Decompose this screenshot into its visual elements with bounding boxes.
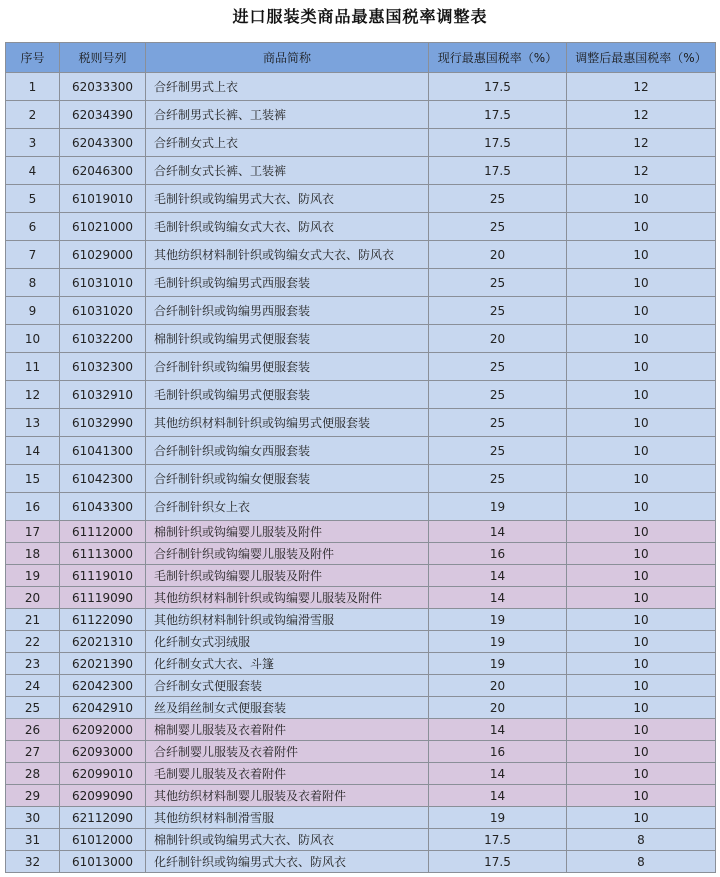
cell-name: 棉制婴儿服装及衣着附件 <box>146 719 429 741</box>
cell-code: 61032300 <box>60 353 146 381</box>
cell-name: 合纤制婴儿服装及衣着附件 <box>146 741 429 763</box>
cell-current-rate: 14 <box>429 785 567 807</box>
cell-name: 其他纺织材料制滑雪服 <box>146 807 429 829</box>
cell-no: 12 <box>6 381 60 409</box>
table-row <box>6 157 716 185</box>
cell-code: 61032910 <box>60 381 146 409</box>
cell-name: 合纤制女式便服套装 <box>146 675 429 697</box>
tariff-table <box>5 42 716 873</box>
cell-code: 61031020 <box>60 297 146 325</box>
cell-adjusted-rate: 12 <box>567 101 716 129</box>
cell-adjusted-rate: 10 <box>567 741 716 763</box>
cell-name: 合纤制女式长裤、工装裤 <box>146 157 429 185</box>
cell-adjusted-rate: 10 <box>567 675 716 697</box>
cell-no: 10 <box>6 325 60 353</box>
table-row <box>6 807 716 829</box>
cell-no: 22 <box>6 631 60 653</box>
cell-code: 62046300 <box>60 157 146 185</box>
cell-adjusted-rate: 10 <box>567 653 716 675</box>
table-row <box>6 675 716 697</box>
table-row <box>6 409 716 437</box>
cell-code: 61042300 <box>60 465 146 493</box>
cell-adjusted-rate: 10 <box>567 269 716 297</box>
cell-no: 27 <box>6 741 60 763</box>
cell-no: 29 <box>6 785 60 807</box>
cell-no: 24 <box>6 675 60 697</box>
cell-code: 62021310 <box>60 631 146 653</box>
table-row <box>6 493 716 521</box>
cell-adjusted-rate: 10 <box>567 297 716 325</box>
cell-current-rate: 25 <box>429 465 567 493</box>
cell-code: 62093000 <box>60 741 146 763</box>
cell-code: 61119010 <box>60 565 146 587</box>
cell-adjusted-rate: 10 <box>567 325 716 353</box>
cell-name: 棉制针织或钩编男式便服套装 <box>146 325 429 353</box>
cell-current-rate: 19 <box>429 807 567 829</box>
header-code: 税则号列 <box>60 43 146 73</box>
cell-no: 26 <box>6 719 60 741</box>
cell-code: 61019010 <box>60 185 146 213</box>
cell-name: 合纤制针织或钩编女便服套装 <box>146 465 429 493</box>
cell-name: 其他纺织材料制针织或钩编婴儿服装及附件 <box>146 587 429 609</box>
cell-no: 16 <box>6 493 60 521</box>
cell-no: 32 <box>6 851 60 873</box>
cell-name: 其他纺织材料制针织或钩编滑雪服 <box>146 609 429 631</box>
cell-current-rate: 14 <box>429 521 567 543</box>
cell-adjusted-rate: 10 <box>567 631 716 653</box>
cell-name: 合纤制针织女上衣 <box>146 493 429 521</box>
table-row <box>6 465 716 493</box>
table-row <box>6 325 716 353</box>
cell-current-rate: 25 <box>429 213 567 241</box>
cell-adjusted-rate: 12 <box>567 129 716 157</box>
cell-code: 61113000 <box>60 543 146 565</box>
table-row <box>6 73 716 101</box>
table-row <box>6 543 716 565</box>
cell-name: 其他纺织材料制婴儿服装及衣着附件 <box>146 785 429 807</box>
cell-code: 61032990 <box>60 409 146 437</box>
cell-adjusted-rate: 8 <box>567 851 716 873</box>
cell-code: 62042300 <box>60 675 146 697</box>
cell-current-rate: 17.5 <box>429 101 567 129</box>
cell-no: 23 <box>6 653 60 675</box>
header-no: 序号 <box>6 43 60 73</box>
table-row <box>6 381 716 409</box>
cell-code: 61032200 <box>60 325 146 353</box>
cell-name: 合纤制针织或钩编女西服套装 <box>146 437 429 465</box>
table-row <box>6 565 716 587</box>
cell-current-rate: 25 <box>429 409 567 437</box>
cell-name: 毛制婴儿服装及衣着附件 <box>146 763 429 785</box>
cell-no: 20 <box>6 587 60 609</box>
cell-code: 62034390 <box>60 101 146 129</box>
header-row <box>6 43 716 73</box>
cell-name: 化纤制针织或钩编男式大衣、防风衣 <box>146 851 429 873</box>
cell-adjusted-rate: 10 <box>567 465 716 493</box>
header-adjusted-rate: 调整后最惠国税率（%） <box>567 43 716 73</box>
table-row <box>6 129 716 157</box>
cell-no: 7 <box>6 241 60 269</box>
cell-adjusted-rate: 10 <box>567 697 716 719</box>
cell-code: 61021000 <box>60 213 146 241</box>
table-row <box>6 763 716 785</box>
cell-name: 合纤制女式上衣 <box>146 129 429 157</box>
cell-code: 62021390 <box>60 653 146 675</box>
cell-current-rate: 19 <box>429 493 567 521</box>
table-row <box>6 829 716 851</box>
table-row <box>6 353 716 381</box>
cell-current-rate: 25 <box>429 437 567 465</box>
cell-name: 其他纺织材料制针织或钩编女式大衣、防风衣 <box>146 241 429 269</box>
table-row <box>6 851 716 873</box>
cell-code: 62099090 <box>60 785 146 807</box>
table-body <box>6 73 716 873</box>
table-row <box>6 587 716 609</box>
cell-adjusted-rate: 12 <box>567 157 716 185</box>
cell-current-rate: 20 <box>429 697 567 719</box>
cell-adjusted-rate: 8 <box>567 829 716 851</box>
cell-current-rate: 16 <box>429 543 567 565</box>
cell-code: 61119090 <box>60 587 146 609</box>
cell-adjusted-rate: 10 <box>567 785 716 807</box>
cell-name: 合纤制男式长裤、工装裤 <box>146 101 429 129</box>
cell-current-rate: 17.5 <box>429 129 567 157</box>
table-row <box>6 521 716 543</box>
cell-no: 18 <box>6 543 60 565</box>
cell-name: 毛制针织或钩编婴儿服装及附件 <box>146 565 429 587</box>
cell-no: 15 <box>6 465 60 493</box>
cell-no: 6 <box>6 213 60 241</box>
table-row <box>6 297 716 325</box>
header-name: 商品简称 <box>146 43 429 73</box>
cell-code: 62042910 <box>60 697 146 719</box>
cell-no: 8 <box>6 269 60 297</box>
cell-adjusted-rate: 10 <box>567 807 716 829</box>
cell-name: 合纤制男式上衣 <box>146 73 429 101</box>
cell-adjusted-rate: 10 <box>567 719 716 741</box>
cell-current-rate: 19 <box>429 609 567 631</box>
cell-no: 30 <box>6 807 60 829</box>
cell-name: 毛制针织或钩编女式大衣、防风衣 <box>146 213 429 241</box>
cell-no: 3 <box>6 129 60 157</box>
cell-code: 61029000 <box>60 241 146 269</box>
cell-name: 毛制针织或钩编男式便服套装 <box>146 381 429 409</box>
cell-name: 化纤制女式羽绒服 <box>146 631 429 653</box>
cell-no: 28 <box>6 763 60 785</box>
cell-current-rate: 19 <box>429 631 567 653</box>
cell-current-rate: 14 <box>429 763 567 785</box>
cell-code: 61041300 <box>60 437 146 465</box>
cell-current-rate: 25 <box>429 185 567 213</box>
cell-no: 2 <box>6 101 60 129</box>
cell-code: 62099010 <box>60 763 146 785</box>
cell-no: 31 <box>6 829 60 851</box>
header-current-rate: 现行最惠国税率（%） <box>429 43 567 73</box>
table-row <box>6 609 716 631</box>
cell-code: 62112090 <box>60 807 146 829</box>
cell-adjusted-rate: 10 <box>567 565 716 587</box>
cell-adjusted-rate: 10 <box>567 409 716 437</box>
cell-current-rate: 17.5 <box>429 157 567 185</box>
cell-no: 13 <box>6 409 60 437</box>
cell-current-rate: 16 <box>429 741 567 763</box>
cell-no: 9 <box>6 297 60 325</box>
cell-name: 合纤制针织或钩编男西服套装 <box>146 297 429 325</box>
cell-current-rate: 14 <box>429 719 567 741</box>
cell-current-rate: 25 <box>429 269 567 297</box>
cell-adjusted-rate: 10 <box>567 521 716 543</box>
cell-no: 17 <box>6 521 60 543</box>
cell-name: 毛制针织或钩编男式大衣、防风衣 <box>146 185 429 213</box>
cell-adjusted-rate: 10 <box>567 241 716 269</box>
cell-name: 化纤制女式大衣、斗篷 <box>146 653 429 675</box>
table-row <box>6 741 716 763</box>
cell-current-rate: 25 <box>429 381 567 409</box>
cell-no: 19 <box>6 565 60 587</box>
cell-no: 1 <box>6 73 60 101</box>
cell-code: 62043300 <box>60 129 146 157</box>
cell-current-rate: 17.5 <box>429 829 567 851</box>
cell-current-rate: 20 <box>429 325 567 353</box>
cell-code: 62033300 <box>60 73 146 101</box>
cell-no: 11 <box>6 353 60 381</box>
cell-current-rate: 17.5 <box>429 73 567 101</box>
cell-adjusted-rate: 10 <box>567 437 716 465</box>
table-row <box>6 631 716 653</box>
cell-adjusted-rate: 10 <box>567 185 716 213</box>
cell-adjusted-rate: 10 <box>567 609 716 631</box>
table-row <box>6 785 716 807</box>
cell-adjusted-rate: 10 <box>567 381 716 409</box>
cell-current-rate: 14 <box>429 587 567 609</box>
cell-current-rate: 25 <box>429 353 567 381</box>
table-row <box>6 653 716 675</box>
cell-code: 61012000 <box>60 829 146 851</box>
cell-code: 61122090 <box>60 609 146 631</box>
cell-adjusted-rate: 10 <box>567 763 716 785</box>
cell-name: 合纤制针织或钩编婴儿服装及附件 <box>146 543 429 565</box>
table-row <box>6 719 716 741</box>
cell-adjusted-rate: 10 <box>567 213 716 241</box>
page-title: 进口服装类商品最惠国税率调整表 <box>232 7 488 26</box>
cell-no: 25 <box>6 697 60 719</box>
cell-name: 丝及绢丝制女式便服套装 <box>146 697 429 719</box>
cell-name: 棉制针织或钩编婴儿服装及附件 <box>146 521 429 543</box>
table-row <box>6 213 716 241</box>
cell-code: 61031010 <box>60 269 146 297</box>
cell-adjusted-rate: 10 <box>567 587 716 609</box>
cell-no: 21 <box>6 609 60 631</box>
cell-adjusted-rate: 12 <box>567 73 716 101</box>
cell-name: 棉制针织或钩编男式大衣、防风衣 <box>146 829 429 851</box>
table-row <box>6 437 716 465</box>
cell-current-rate: 25 <box>429 297 567 325</box>
cell-no: 14 <box>6 437 60 465</box>
cell-adjusted-rate: 10 <box>567 543 716 565</box>
table-row <box>6 241 716 269</box>
cell-adjusted-rate: 10 <box>567 353 716 381</box>
cell-code: 61112000 <box>60 521 146 543</box>
cell-adjusted-rate: 10 <box>567 493 716 521</box>
cell-current-rate: 14 <box>429 565 567 587</box>
cell-code: 61013000 <box>60 851 146 873</box>
cell-current-rate: 20 <box>429 241 567 269</box>
cell-current-rate: 20 <box>429 675 567 697</box>
cell-no: 4 <box>6 157 60 185</box>
cell-code: 61043300 <box>60 493 146 521</box>
table-row <box>6 269 716 297</box>
table-row <box>6 185 716 213</box>
cell-name: 其他纺织材料制针织或钩编男式便服套装 <box>146 409 429 437</box>
cell-current-rate: 19 <box>429 653 567 675</box>
table-row <box>6 101 716 129</box>
cell-name: 毛制针织或钩编男式西服套装 <box>146 269 429 297</box>
cell-current-rate: 17.5 <box>429 851 567 873</box>
cell-no: 5 <box>6 185 60 213</box>
cell-name: 合纤制针织或钩编男便服套装 <box>146 353 429 381</box>
table-row <box>6 697 716 719</box>
cell-code: 62092000 <box>60 719 146 741</box>
